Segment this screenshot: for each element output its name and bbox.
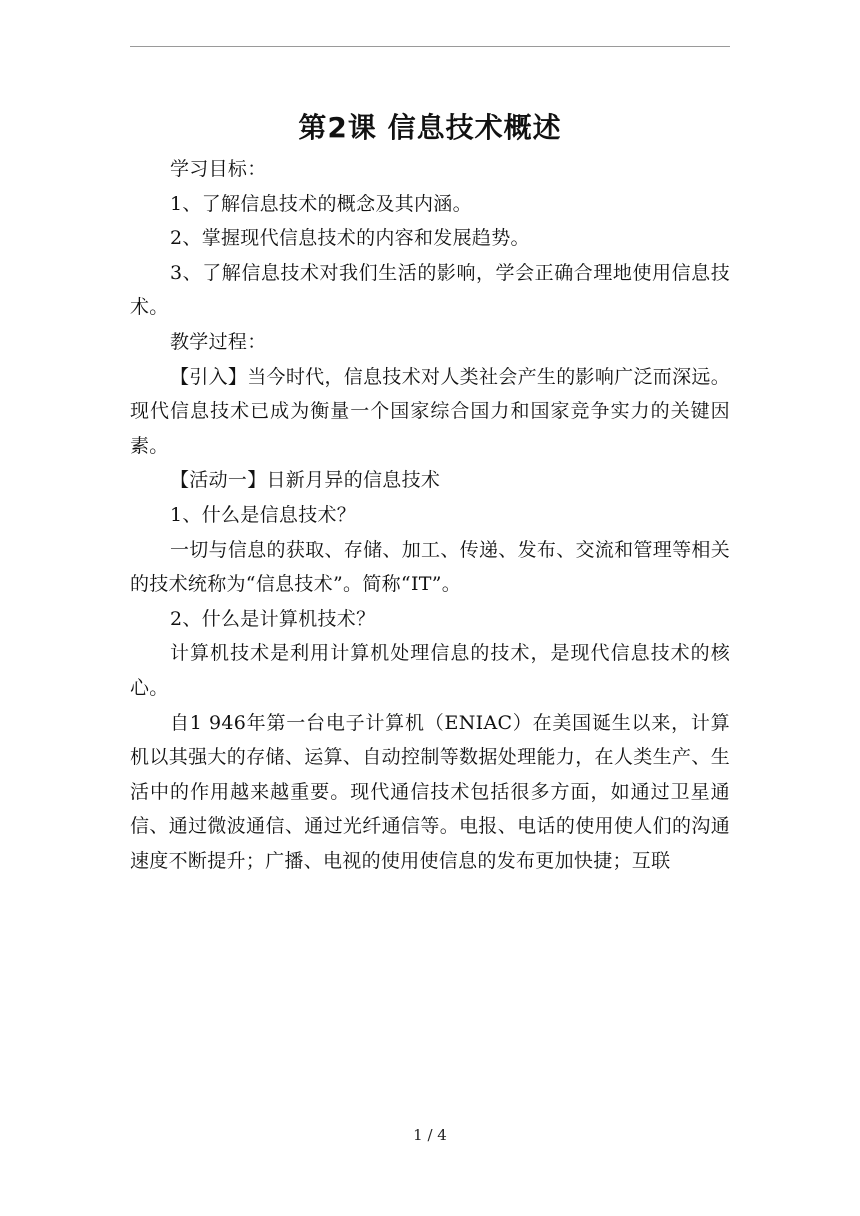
document-title: 第2课 信息技术概述 (298, 111, 562, 144)
objective-item-3: 3、了解信息技术对我们生活的影响，学会正确合理地使用信息技术。 (130, 261, 730, 319)
answer-1: 一切与信息的获取、存储、加工、传递、发布、交流和管理等相关的技术统称为“信息技术”。简称“IT”。 (130, 538, 730, 596)
question-2: 2、什么是计算机技术？ (170, 607, 376, 630)
introduction-paragraph: 【引入】当今时代，信息技术对人类社会产生的影响广泛而深远。现代信息技术已成为衡量一个国家综合国力和国家竞争实力的关键因素。 (130, 365, 730, 457)
objective-item-2: 2、掌握现代信息技术的内容和发展趋势。 (170, 227, 530, 250)
answer-2: 计算机技术是利用计算机处理信息的技术，是现代信息技术的核心。 (130, 642, 730, 699)
question-1: 1、什么是信息技术？ (170, 503, 357, 526)
history-paragraph: 自1 946年第一台电子计算机（ENIAC）在美国诞生以来，计算机以其强大的存储、运算、自动控制等数据处理能力，在人类生产、生活中的作用越来越重要。现代通信技术包括很多方面，如通过卫星通信、通过微波通信、通过光纤通信等。电报、电话的使用使人们的沟通速度不断提升；广播、电视的使用使信息的发布更加快捷；互联 (130, 711, 730, 872)
page-number: 1 / 4 (413, 1126, 447, 1144)
objective-item-1: 1、了解信息技术的概念及其内涵。 (170, 192, 472, 215)
document-body (130, 104, 730, 878)
activity-one-heading: 【活动一】日新月异的信息技术 (170, 469, 441, 492)
learning-objectives-heading: 学习目标： (170, 158, 267, 180)
teaching-process-heading: 教学过程： (170, 330, 267, 353)
header-rule (130, 46, 730, 47)
